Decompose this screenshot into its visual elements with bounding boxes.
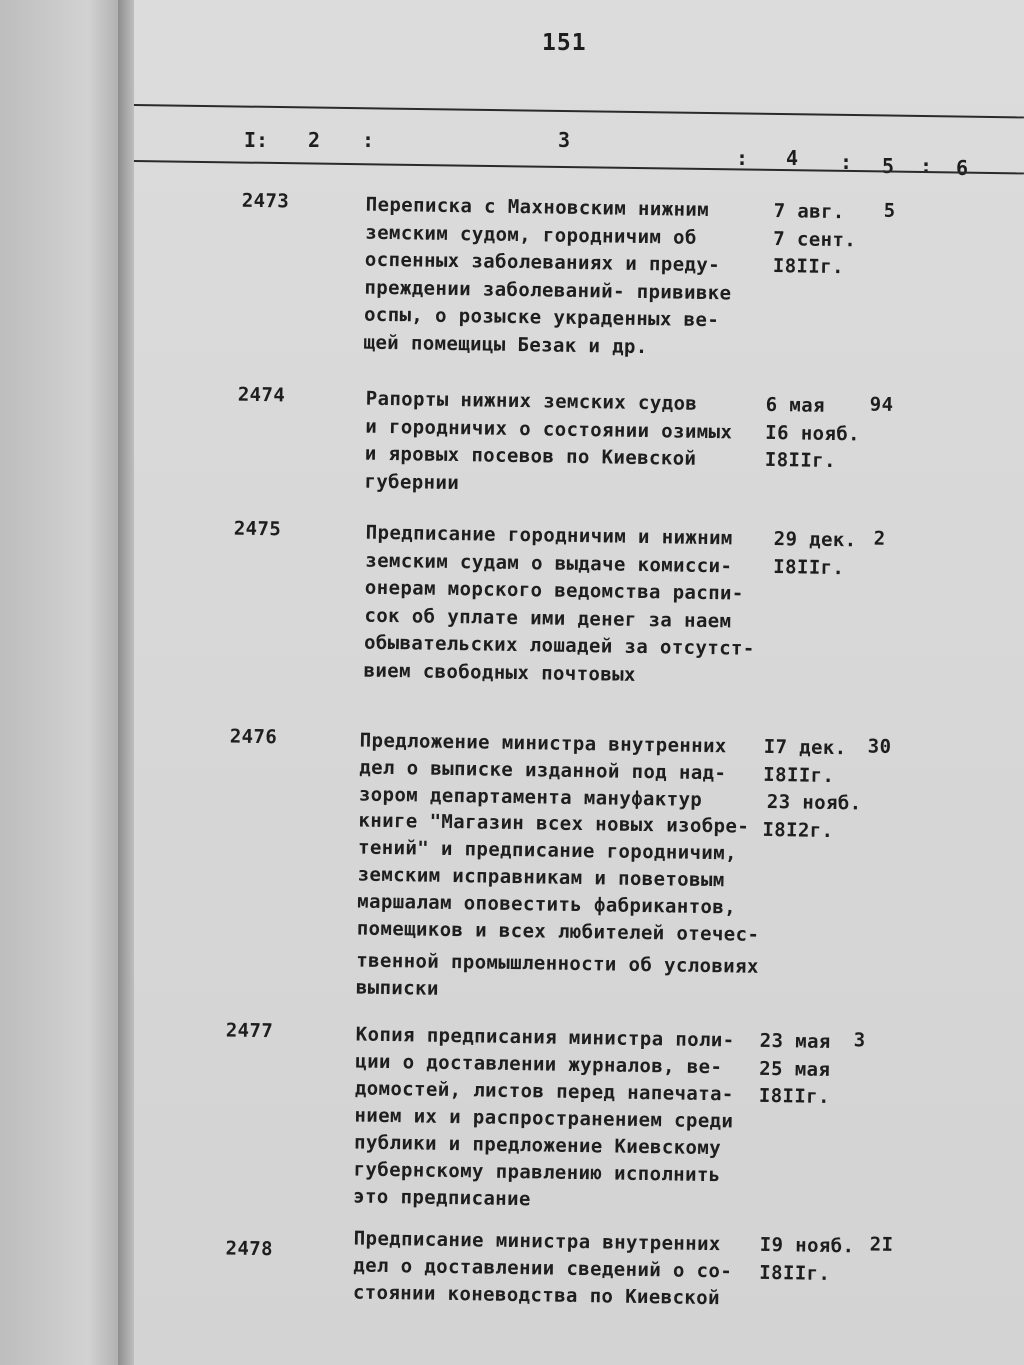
record-number: 2478 xyxy=(225,1237,274,1261)
record-description: Переписка с Махновским нижним земским судом, городничим об оспенных заболеваниях и преду- преждении заболеваний- прививке оспы, о розыске украденных ве- щей помещицы Безак и др. xyxy=(363,193,732,359)
col-header-3: 3 xyxy=(558,128,571,152)
record-dates: 6 мая I6 нояб. I8IIг. xyxy=(764,393,861,473)
record-2474 xyxy=(134,382,1024,494)
record-number: 2475 xyxy=(233,517,282,541)
record-sheets: 3 xyxy=(853,1029,866,1052)
record-number: 2473 xyxy=(241,189,290,213)
col-header-sep-a: : xyxy=(362,128,375,152)
record-description: Рапорты нижних земских судов и городничих о состоянии озимых и яровых посевов по Киевской губернии xyxy=(364,387,733,494)
record-number: 2476 xyxy=(229,725,278,749)
col-header-1: I: xyxy=(244,128,269,152)
col-header-sep-b: : xyxy=(736,146,749,170)
document-page xyxy=(134,0,1024,1365)
col-header-sep-d: : xyxy=(920,154,933,178)
record-2475 xyxy=(134,516,1024,686)
col-header-6: 6 xyxy=(956,156,969,180)
record-sheets: 94 xyxy=(869,393,894,416)
record-dates: 29 дек. I8IIг. xyxy=(773,528,857,579)
col-header-2: 2 xyxy=(308,128,321,152)
facing-page xyxy=(0,0,126,1365)
record-dates: 7 авг. 7 сент. I8IIг. xyxy=(772,200,857,279)
page-number: 151 xyxy=(542,30,587,56)
record-sheets: 2 xyxy=(873,527,886,550)
record-2476 xyxy=(134,724,1024,1000)
col-header-4: 4 xyxy=(786,146,799,170)
record-2473 xyxy=(134,188,1024,359)
record-2478 xyxy=(134,1222,1024,1310)
record-dates: 23 мая 25 мая I8IIг. xyxy=(758,1029,831,1109)
record-description: Предписание министра внутренних дел о доставлении сведений о со- стоянии коневодства по Киевской xyxy=(352,1227,733,1310)
record-sheets: 5 xyxy=(883,199,896,222)
record-number: 2477 xyxy=(225,1019,274,1043)
record-sheets: 30 xyxy=(867,735,892,758)
col-header-sep-c: : xyxy=(840,150,853,174)
record-dates: I7 дек. I8IIг. 23 нояб. I8I2г. xyxy=(762,735,862,842)
record-number: 2474 xyxy=(237,383,286,407)
record-sheets: 2I xyxy=(869,1233,894,1256)
record-description: Копия предписания министра поли- ции о доставлении журналов, ве- домостей, листов перед напечата- нием их и распространением среди публики и предложение Киевскому губернскому правлению исполнить это предписание xyxy=(353,1023,735,1211)
record-description: Предложение министра внутренних дел о выписке изданной под над- зором департамента мануфактур книге "Магазин всех новых изобре- тений" и предписание городничим, земским исправникам и поветовым маршалам оповестить фабрикантов, помещиков и всех любителей отечес- твенной промышленности об условиях выписки xyxy=(355,729,760,1000)
record-dates: I9 нояб. I8IIг. xyxy=(759,1233,855,1285)
header-top-rule xyxy=(134,104,1024,118)
record-description: Предписание городничим и нижним земским судам о выдаче комисси- онерам морского ведомства распи- сок об уплате ими денег за наем обывательских лошадей за отсутст- вием свободных почтовых xyxy=(363,521,755,686)
record-2477 xyxy=(134,1018,1024,1211)
col-header-5: 5 xyxy=(882,154,895,178)
